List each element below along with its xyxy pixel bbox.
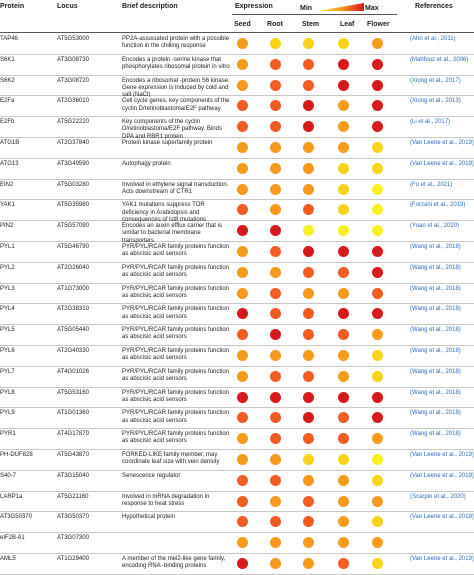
protein-name: PYR1 (0, 431, 16, 438)
expression-dot-seed (237, 392, 248, 403)
expression-dot-flower (372, 204, 383, 215)
protein-name: ATG1B (0, 139, 20, 146)
table-row (0, 221, 474, 242)
expression-dot-flower (372, 516, 383, 527)
locus-id: AT5G22220 (57, 119, 89, 126)
header-locus: Locus (57, 3, 78, 10)
table-row (0, 346, 474, 367)
expression-dot-root (270, 80, 281, 91)
protein-name: PYL3 (0, 285, 15, 292)
expression-dot-seed (237, 59, 248, 70)
expression-dot-leaf (338, 121, 349, 132)
brief-description: PYR/PYL/RCAR family proteins function as abscisic acid sensors (122, 306, 230, 320)
brief-description: Encodes an auxin efflux carrier that is similar to bacterial membrane transporters (122, 223, 222, 244)
expression-dot-root (270, 475, 281, 486)
expression-dot-seed (237, 142, 248, 153)
protein-name: PYL9 (0, 410, 15, 417)
expression-dot-flower (372, 288, 383, 299)
table-row (0, 512, 474, 533)
expression-dot-leaf (338, 100, 349, 111)
expression-dot-leaf (338, 38, 349, 49)
protein-name: PYL8 (0, 389, 15, 396)
brief-description: YAK1 mutations suppress TOR deficiency in Arabidopsis and consequences of lst8 mutations (122, 202, 207, 223)
reference-link[interactable]: (Wang et al., 2018) (410, 327, 461, 334)
expression-dot-root (270, 184, 281, 195)
expression-dot-stem (303, 308, 314, 319)
locus-id: AT4G17870 (57, 431, 89, 438)
locus-id: AT3G07300 (57, 535, 89, 542)
header-seed: Seed (234, 21, 251, 28)
protein-name: LARP1a (0, 493, 23, 500)
brief-description: PYR/PYL/RCAR family proteins function as abscisic acid sensors (122, 264, 230, 278)
expression-dot-stem (303, 142, 314, 153)
brief-description: Encodes a protein -serine kinase that phosphorylates ribosomal protein in vitro (122, 56, 230, 70)
expression-dot-leaf (338, 454, 349, 465)
protein-name: eIF2B-δ1 (0, 535, 25, 542)
locus-id: AT2G37840 (57, 139, 89, 146)
locus-id: AT2G26040 (57, 264, 89, 271)
expression-dot-stem (303, 558, 314, 569)
reference-link[interactable]: (Wang et al., 2018) (410, 243, 461, 250)
expression-dot-stem (303, 392, 314, 403)
expression-dot-flower (372, 329, 383, 340)
table-row (0, 96, 474, 117)
expression-dot-leaf (338, 558, 349, 569)
expression-dot-leaf (338, 80, 349, 91)
expression-dot-seed (237, 288, 248, 299)
expression-dot-stem (303, 163, 314, 174)
protein-name: AML5 (0, 555, 16, 562)
protein-name: PYL5 (0, 327, 15, 334)
expression-dot-seed (237, 516, 248, 527)
reference-link[interactable]: (Wang et al., 2018) (410, 431, 461, 438)
reference-link[interactable]: (Van Leene et al., 2019) (410, 514, 474, 521)
expression-dot-flower (372, 142, 383, 153)
expression-dot-flower (372, 80, 383, 91)
protein-name: TAP46 (0, 36, 18, 42)
expression-dot-seed (237, 371, 248, 382)
expression-dot-root (270, 246, 281, 257)
expression-dot-seed (237, 454, 248, 465)
header-flower: Flower (367, 21, 390, 28)
table-row (0, 138, 474, 159)
protein-name: AT3G50370 (0, 514, 32, 521)
reference-link[interactable]: (Van Leene et al., 2019) (410, 472, 474, 479)
brief-description: FORKED-LIKE family member, may coordinate leaf size with vein density (122, 451, 220, 466)
locus-id: AT5G43870 (57, 451, 89, 458)
header-expression: Expression (235, 3, 273, 10)
expression-dot-stem (303, 38, 314, 49)
expression-dot-flower (372, 246, 383, 257)
expression-dot-stem (303, 267, 314, 278)
table-row (0, 242, 474, 263)
brief-description: Key components of the cyclin D/retinoblastoma/E2F pathway. Binds DPA and RBR1 protein (122, 119, 222, 140)
expression-dot-leaf (338, 225, 349, 236)
expression-dot-seed (237, 163, 248, 174)
reference-link[interactable]: (Xiong et al., 2013) (410, 98, 461, 105)
expression-dot-flower (372, 475, 383, 486)
expression-dot-flower (372, 350, 383, 361)
expression-dot-flower (372, 558, 383, 569)
expression-dot-root (270, 142, 281, 153)
expression-dot-stem (303, 516, 314, 527)
protein-name: PYL1 (0, 243, 15, 250)
expression-dot-leaf (338, 204, 349, 215)
locus-id: AT5G05440 (57, 327, 89, 334)
locus-id: AT3G50370 (57, 514, 89, 521)
table-body (0, 34, 474, 575)
locus-id: AT1G73000 (57, 285, 89, 292)
protein-name: PYL4 (0, 306, 15, 313)
table-row (0, 367, 474, 388)
expression-dot-flower (372, 100, 383, 111)
expression-dot-root (270, 163, 281, 174)
expression-dot-root (270, 350, 281, 361)
expression-dot-root (270, 329, 281, 340)
expression-dot-root (270, 496, 281, 507)
reference-link[interactable]: (Van Leene et al., 2019) (410, 555, 474, 562)
expression-dot-leaf (338, 516, 349, 527)
reference-link[interactable]: (Fu et al., 2021) (410, 181, 453, 188)
expression-dot-flower (372, 184, 383, 195)
reference-link[interactable]: (Yuan et al., 2020) (410, 223, 460, 230)
expression-dot-stem (303, 100, 314, 111)
table-row (0, 55, 474, 76)
header-root: Root (267, 21, 283, 28)
protein-name: E2Fb (0, 119, 15, 126)
expression-dot-root (270, 59, 281, 70)
reference-link[interactable]: (Wang et al., 2018) (410, 389, 461, 396)
expression-dot-leaf (338, 371, 349, 382)
reference-link[interactable]: (Xiong et al., 2017) (410, 77, 461, 84)
expression-dot-stem (303, 454, 314, 465)
expression-dot-seed (237, 267, 248, 278)
expression-dot-root (270, 537, 281, 548)
expression-dot-seed (237, 558, 248, 569)
expression-dot-seed (237, 329, 248, 340)
brief-description: Encodes a ribosomal -protein S6 kinase. Gene expression is induced by cold and salt (NaCl) (122, 77, 230, 98)
table-row (0, 200, 474, 221)
expression-dot-leaf (338, 412, 349, 423)
expression-dot-seed (237, 496, 248, 507)
table-row (0, 429, 474, 450)
expression-dot-leaf (338, 475, 349, 486)
locus-id: AT3G49590 (57, 160, 89, 167)
brief-description: PYR/PYL/RCAR family proteins function as abscisic acid sensors (122, 243, 230, 258)
expression-dot-root (270, 288, 281, 299)
locus-id: AT3G08730 (57, 56, 89, 63)
expression-dot-flower (372, 267, 383, 278)
table-row (0, 471, 474, 492)
expression-dot-seed (237, 350, 248, 361)
expression-dot-stem (303, 184, 314, 195)
protein-name: E2Fa (0, 98, 15, 105)
expression-dot-seed (237, 246, 248, 257)
expression-dot-stem (303, 288, 314, 299)
expression-dot-stem (303, 121, 314, 132)
locus-id: AT3G08720 (57, 77, 89, 84)
locus-id: AT4G01026 (57, 368, 89, 375)
expression-dot-leaf (338, 537, 349, 548)
expression-dot-root (270, 558, 281, 569)
table-row (0, 117, 474, 138)
table-row (0, 34, 474, 55)
expression-dot-root (270, 308, 281, 319)
expression-dot-leaf (338, 308, 349, 319)
reference-link[interactable]: (Wang et al., 2018) (410, 368, 461, 375)
locus-id: AT2G36010 (57, 98, 89, 105)
expression-dot-seed (237, 121, 248, 132)
header-leaf: Leaf (340, 21, 355, 28)
header-protein: Protein (0, 3, 25, 10)
expression-dot-flower (372, 371, 383, 382)
protein-name: PH-DUF828 (0, 451, 33, 458)
expression-dot-flower (372, 308, 383, 319)
expression-dot-flower (372, 59, 383, 70)
expression-dot-leaf (338, 433, 349, 444)
reference-link[interactable]: (Van Leene et al., 2019) (410, 160, 474, 167)
brief-description: PYR/PYL/RCAR family proteins function as abscisic acid sensors (122, 368, 230, 382)
brief-description: PYR/PYL/RCAR family proteins function as abscisic acid sensors (122, 410, 230, 424)
expression-rule (232, 14, 397, 15)
expression-dot-root (270, 516, 281, 527)
expression-dot-stem (303, 537, 314, 548)
locus-id: AT5G53160 (57, 389, 89, 396)
expression-dot-leaf (338, 184, 349, 195)
expression-dot-stem (303, 412, 314, 423)
brief-description: Cell cycle genes, key components of the cyclin D/retinoblastoma/E2F pathway (122, 98, 230, 112)
expression-dot-leaf (338, 142, 349, 153)
expression-dot-seed (237, 184, 248, 195)
locus-id: AT3G15040 (57, 472, 89, 479)
expression-dot-root (270, 204, 281, 215)
expression-dot-leaf (338, 392, 349, 403)
expression-dot-stem (303, 433, 314, 444)
brief-description: Involved in ethylene signal transduction. Acts downstream of CTR1 (122, 181, 229, 195)
reference-link[interactable]: (Wang et al., 2018) (410, 306, 461, 313)
protein-name: PIN2 (0, 223, 14, 230)
expression-dot-flower (372, 412, 383, 423)
locus-id: AT5G03280 (57, 181, 89, 188)
protein-name: ATG13 (0, 160, 19, 167)
expression-dot-root (270, 433, 281, 444)
brief-description: Autophagy protein (122, 160, 171, 167)
expression-dot-stem (303, 246, 314, 257)
expression-dot-flower (372, 496, 383, 507)
brief-description: PP2A-associated protein with a possible function in the chilling response (122, 36, 230, 50)
brief-description: Protein kinase superfamily protein (122, 139, 213, 146)
table-header (0, 0, 474, 32)
expression-dot-flower (372, 392, 383, 403)
expression-dot-leaf (338, 288, 349, 299)
table-row (0, 554, 474, 575)
expression-dot-seed (237, 537, 248, 548)
locus-id: AT2G40330 (57, 347, 89, 354)
table-row (0, 325, 474, 346)
reference-link[interactable]: (Li et al., 2017) (410, 119, 451, 126)
brief-description: Senescence regulator (122, 472, 181, 479)
expression-dot-root (270, 121, 281, 132)
expression-dot-stem (303, 80, 314, 91)
header-stem: Stem (302, 21, 320, 28)
expression-dot-flower (372, 163, 383, 174)
table-row (0, 492, 474, 513)
table-row (0, 263, 474, 284)
reference-link[interactable]: (Scarpin et al., 2020) (410, 493, 466, 500)
locus-id: AT2G38310 (57, 306, 89, 313)
protein-name: PYL2 (0, 264, 15, 271)
table-row (0, 76, 474, 97)
expression-dot-flower (372, 225, 383, 236)
expression-dot-flower (372, 433, 383, 444)
locus-id: AT1G29400 (57, 555, 89, 562)
expression-dot-seed (237, 412, 248, 423)
header-references: References (415, 3, 453, 10)
expression-dot-stem (303, 475, 314, 486)
brief-description: Involved in mRNA degradation in response to heat stress (122, 493, 210, 507)
reference-link[interactable]: (Mahfouz et al., 2006) (410, 56, 469, 63)
expression-dot-stem (303, 59, 314, 70)
expression-dot-seed (237, 38, 248, 49)
expression-dot-stem (303, 496, 314, 507)
table-row (0, 284, 474, 305)
expression-dot-seed (237, 204, 248, 215)
reference-link[interactable]: (Forzani et al., 2019) (410, 202, 466, 209)
expression-dot-root (270, 100, 281, 111)
brief-description: PYR/PYL/RCAR family proteins function as abscisic acid sensors (122, 389, 230, 403)
locus-id: AT5G21160 (57, 493, 89, 500)
expression-dot-leaf (338, 246, 349, 257)
expression-dot-root (270, 225, 281, 236)
expression-dot-leaf (338, 350, 349, 361)
expression-dot-stem (303, 350, 314, 361)
locus-id: AT5G57090 (57, 223, 89, 230)
expression-dot-flower (372, 454, 383, 465)
expression-dot-seed (237, 475, 248, 486)
expression-dot-flower (372, 121, 383, 132)
expression-dot-leaf (338, 496, 349, 507)
expression-dot-seed (237, 433, 248, 444)
expression-dot-stem (303, 204, 314, 215)
expression-dot-root (270, 392, 281, 403)
protein-name: S40-7 (0, 472, 17, 479)
expression-dot-flower (372, 38, 383, 49)
protein-name: EIN2 (0, 181, 14, 188)
table-row (0, 304, 474, 325)
reference-link[interactable]: (Wang et al., 2018) (410, 285, 461, 292)
expression-dot-stem (303, 329, 314, 340)
reference-link[interactable]: (Wang et al., 2018) (410, 264, 461, 271)
protein-name: PYL7 (0, 368, 15, 375)
header-rule (0, 32, 474, 33)
expression-dot-seed (237, 80, 248, 91)
locus-id: AT5G35980 (57, 202, 89, 209)
expression-dot-leaf (338, 329, 349, 340)
expression-dot-root (270, 454, 281, 465)
reference-link[interactable]: (Van Leene et al., 2019) (410, 451, 474, 458)
table-row (0, 408, 474, 429)
table-row (0, 388, 474, 409)
brief-description: PYR/PYL/RCAR family proteins function as abscisic acid sensors (122, 347, 230, 362)
locus-id: AT5G46790 (57, 243, 89, 250)
protein-name: S6K2 (0, 77, 15, 84)
legend-min-label: Min (300, 5, 313, 12)
reference-link[interactable]: (Wang et al., 2018) (410, 347, 461, 354)
header-description: Brief description (122, 3, 178, 10)
expression-dot-root (270, 371, 281, 382)
protein-name: PYL6 (0, 347, 15, 354)
brief-description: PYR/PYL/RCAR family proteins function as abscisic acid sensors (122, 431, 230, 445)
expression-dot-leaf (338, 163, 349, 174)
reference-link[interactable]: (Ahn et al., 2011) (410, 36, 456, 42)
expression-dot-root (270, 38, 281, 49)
expression-dot-flower (372, 537, 383, 548)
expression-dot-stem (303, 225, 314, 236)
expression-dot-leaf (338, 59, 349, 70)
expression-dot-root (270, 412, 281, 423)
table-row (0, 159, 474, 180)
brief-description: Hypothetical protein (122, 514, 176, 521)
protein-name: S6K1 (0, 56, 15, 63)
legend-gradient (318, 3, 364, 12)
brief-description: PYR/PYL/RCAR family proteins function as abscisic acid sensors (122, 327, 230, 341)
table-row (0, 450, 474, 471)
legend-max-label: Max (365, 5, 379, 12)
expression-dot-leaf (338, 267, 349, 278)
reference-link[interactable]: (Wang et al., 2018) (410, 410, 461, 417)
expression-dot-seed (237, 225, 248, 236)
expression-dot-seed (237, 100, 248, 111)
expression-dot-stem (303, 371, 314, 382)
expression-dot-seed (237, 308, 248, 319)
brief-description: PYR/PYL/RCAR family proteins function as abscisic acid sensors (122, 285, 230, 299)
expression-dot-root (270, 267, 281, 278)
brief-description: A member of the mei2-like gene family, encoding RNA -binding proteins (122, 555, 226, 570)
reference-link[interactable]: (Van Leene et al., 2019) (410, 139, 474, 146)
locus-id: AT5G53000 (57, 36, 89, 42)
protein-name: YAK1 (0, 202, 15, 209)
table-row (0, 533, 474, 554)
table-row (0, 180, 474, 201)
locus-id: AT1G01360 (57, 410, 89, 417)
